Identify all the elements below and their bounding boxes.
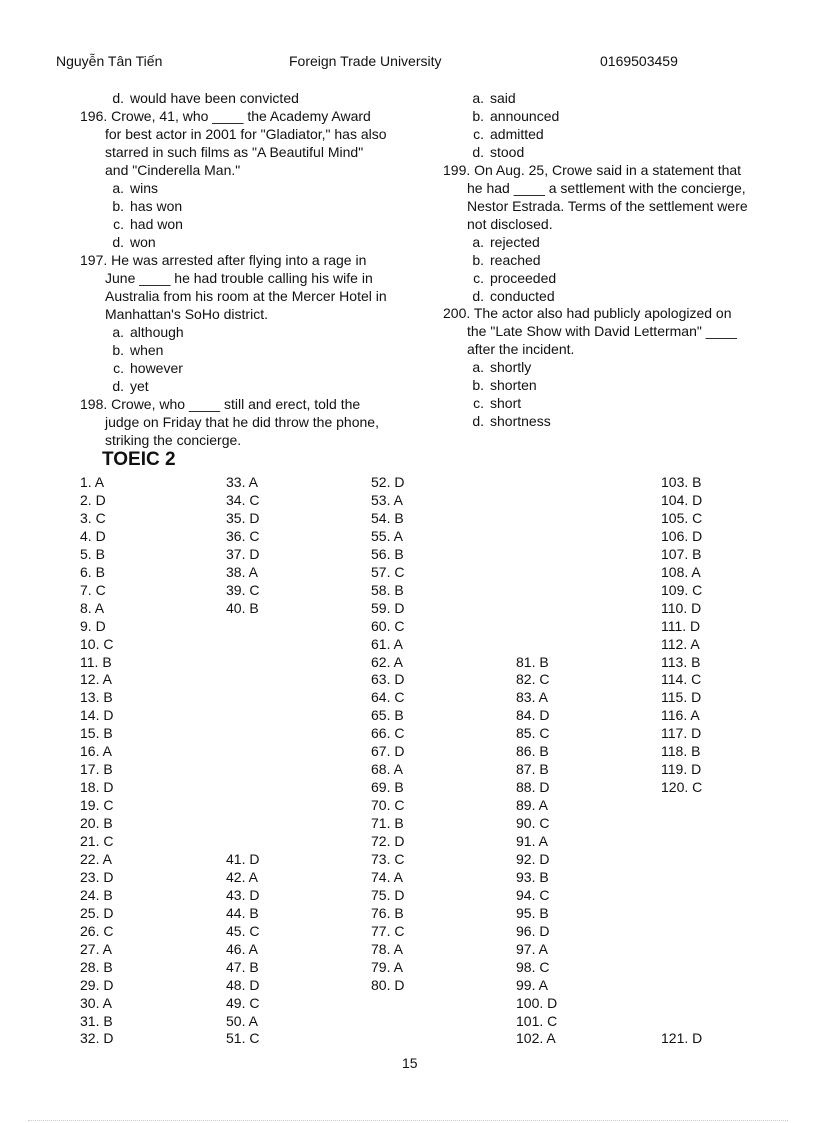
answer-key-item: 82. C xyxy=(516,671,550,688)
answer-key-item: 52. D xyxy=(371,474,405,490)
answer-key-item: 48. D xyxy=(226,976,260,993)
option-letter: a. xyxy=(472,359,484,375)
answer-option xyxy=(104,197,182,215)
answer-key-item: 98. C xyxy=(516,958,550,975)
answer-key-item: 91. A xyxy=(516,833,548,849)
question-stem-line: 200. The actor also had publicly apologized on xyxy=(443,305,732,321)
answer-key-item: 64. C xyxy=(371,689,405,706)
option-text: conducted xyxy=(490,288,555,304)
answer-key-item: 32. D xyxy=(80,1030,114,1047)
answer-key-item: 103. B xyxy=(661,474,702,490)
answer-key-item: 58. B xyxy=(371,581,404,598)
header-author: Nguyễn Tân Tiến xyxy=(56,53,163,69)
option-text: wins xyxy=(130,180,159,196)
question-stem-line: and "Cinderella Man." xyxy=(105,162,241,178)
answer-key-item: 102. A xyxy=(516,1030,556,1047)
option-text: announced xyxy=(490,108,560,124)
question-stem-line: he had ____ a settlement with the concierge, xyxy=(467,180,746,196)
answer-key-item: 53. A xyxy=(371,491,403,508)
option-letter: c. xyxy=(473,395,484,411)
answer-option xyxy=(464,412,551,430)
answer-key-item: 28. B xyxy=(80,958,113,975)
option-letter: b. xyxy=(472,108,484,124)
question-stem-line: 196. Crowe, 41, who ____ the Academy Award xyxy=(80,108,371,124)
answer-option xyxy=(464,376,537,394)
option-letter: d. xyxy=(472,413,484,429)
answer-key-item: 87. B xyxy=(516,761,549,778)
question-stem-line: Nestor Estrada. Terms of the settlement were xyxy=(467,198,748,214)
answer-key-item: 22. A xyxy=(80,850,112,867)
answer-key-item: 36. C xyxy=(226,527,260,544)
answer-key-item: 16. A xyxy=(80,743,112,760)
answer-option xyxy=(104,215,183,233)
answer-key-item: 101. C xyxy=(516,1012,558,1029)
header-phone: 0169503459 xyxy=(600,53,678,69)
answer-key-item: 17. B xyxy=(80,761,113,778)
question-stem-line: starred in such films as "A Beautiful Mind" xyxy=(105,144,364,160)
answer-key-item: 2. D xyxy=(80,491,106,508)
answer-option xyxy=(104,377,149,395)
option-letter: a. xyxy=(112,324,124,340)
option-text: shortness xyxy=(490,413,551,429)
q195-option-d xyxy=(104,89,299,107)
answer-key-item: 45. C xyxy=(226,922,260,939)
answer-key-item: 70. C xyxy=(371,797,405,814)
answer-key-item: 67. D xyxy=(371,743,405,760)
option-letter: b. xyxy=(472,252,484,268)
answer-key-item: 94. C xyxy=(516,886,550,903)
option-letter: c. xyxy=(113,360,124,376)
answer-key-item: 35. D xyxy=(226,509,260,526)
answer-key-item: 112. A xyxy=(661,635,700,652)
answer-key-item: 24. B xyxy=(80,886,113,903)
answer-key-item: 44. B xyxy=(226,904,259,921)
answer-option xyxy=(104,179,158,197)
answer-key-item: 113. B xyxy=(661,653,701,670)
answer-key-item: 27. A xyxy=(80,940,112,957)
answer-key-item: 109. C xyxy=(661,581,703,598)
answer-key-item: 77. C xyxy=(371,922,405,939)
answer-key-item: 3. C xyxy=(80,509,106,526)
answer-option xyxy=(104,341,163,359)
answer-key-item: 93. B xyxy=(516,868,549,885)
answer-key-item: 62. A xyxy=(371,653,403,670)
answer-option xyxy=(104,323,184,341)
answer-key-item: 1. A xyxy=(80,474,105,490)
answer-key-item: 66. C xyxy=(371,725,405,742)
answer-key-item: 11. B xyxy=(80,653,112,670)
answer-key-item: 100. D xyxy=(516,994,558,1011)
option-letter: c. xyxy=(113,216,124,232)
answer-key-item: 19. C xyxy=(80,797,114,814)
answer-key-item: 89. A xyxy=(516,797,548,814)
option-letter: d. xyxy=(112,378,124,394)
answer-key-item: 10. C xyxy=(80,635,114,652)
question-stem-line: not disclosed. xyxy=(467,216,553,232)
answer-key-item: 85. C xyxy=(516,725,550,742)
answer-key-item: 63. D xyxy=(371,671,405,688)
answer-key-item: 74. A xyxy=(371,868,403,885)
question-stem-line: 199. On Aug. 25, Crowe said in a statement that xyxy=(443,162,742,178)
answer-key-item: 20. B xyxy=(80,815,113,832)
answer-key-item: 118. B xyxy=(661,743,701,760)
answer-option xyxy=(464,358,531,376)
answer-key-item: 114. C xyxy=(661,671,702,688)
option-text: when xyxy=(130,342,164,358)
answer-key-item: 69. B xyxy=(371,779,404,796)
question-stem-line: Manhattan's SoHo district. xyxy=(105,306,268,322)
answer-key-item: 92. D xyxy=(516,850,550,867)
answer-key-item: 68. A xyxy=(371,761,403,778)
answer-key-item: 117. D xyxy=(661,725,702,742)
answer-key-item: 84. D xyxy=(516,707,550,724)
answer-key-item: 30. A xyxy=(80,994,112,1011)
option-letter: d. xyxy=(472,144,484,160)
answer-key-item: 95. B xyxy=(516,904,549,921)
answer-key-item: 46. A xyxy=(226,940,258,957)
answer-key-item: 107. B xyxy=(661,545,702,562)
page-number: 15 xyxy=(402,1055,418,1071)
answer-key-item: 115. D xyxy=(661,689,702,706)
option-text: stood xyxy=(490,144,525,160)
answer-key-item: 73. C xyxy=(371,850,405,867)
answer-key-item: 54. B xyxy=(371,509,404,526)
header-school: Foreign Trade University xyxy=(289,53,442,69)
option-letter: b. xyxy=(112,198,124,214)
answer-key-item: 120. C xyxy=(661,779,703,796)
answer-key-item: 43. D xyxy=(226,886,260,903)
answer-key-item: 31. B xyxy=(80,1012,113,1029)
option-letter: d. xyxy=(112,234,124,250)
answer-key-item: 25. D xyxy=(80,904,114,921)
answer-key-item: 6. B xyxy=(80,563,105,580)
answer-key-item: 75. D xyxy=(371,886,405,903)
answer-key-item: 51. C xyxy=(226,1030,260,1047)
answer-key-item: 49. C xyxy=(226,994,260,1011)
option-text: won xyxy=(130,234,156,250)
question-stem-line: 197. He was arrested after flying into a rage in xyxy=(80,252,367,268)
answer-key-item: 80. D xyxy=(371,976,405,993)
answer-option xyxy=(464,143,524,161)
section-title: TOEIC 2 xyxy=(102,449,176,470)
answer-key-item: 12. A xyxy=(80,671,112,688)
option-text: had won xyxy=(130,216,183,232)
option-text: has won xyxy=(130,198,183,214)
answer-key-item: 39. C xyxy=(226,581,260,598)
answer-key-item: 50. A xyxy=(226,1012,258,1029)
answer-option xyxy=(464,251,541,269)
option-text: rejected xyxy=(490,234,540,250)
answer-key-item: 106. D xyxy=(661,527,703,544)
answer-key-item: 5. B xyxy=(80,545,105,562)
question-stem-line: 198. Crowe, who ____ still and erect, told the xyxy=(80,396,361,412)
option-text: yet xyxy=(130,378,149,394)
answer-key-item: 9. D xyxy=(80,617,106,634)
answer-key-item: 15. B xyxy=(80,725,113,742)
answer-key-item: 111. D xyxy=(661,617,701,634)
option-letter: b. xyxy=(472,377,484,393)
question-stem-line: Australia from his room at the Mercer Hotel in xyxy=(105,288,387,304)
answer-key-item: 72. D xyxy=(371,833,405,849)
question-stem-line: judge on Friday that he did throw the phone, xyxy=(105,414,379,430)
answer-key-item: 18. D xyxy=(80,779,114,796)
answer-key-item: 86. B xyxy=(516,743,549,760)
answer-option xyxy=(104,233,156,251)
answer-key-item: 83. A xyxy=(516,689,548,706)
option-letter: d. xyxy=(472,288,484,304)
answer-key-item: 4. D xyxy=(80,527,106,544)
answer-key-item: 116. A xyxy=(661,707,700,724)
option-letter: b. xyxy=(112,342,124,358)
answer-key-item: 88. D xyxy=(516,779,550,796)
answer-key-item: 40. B xyxy=(226,599,259,616)
answer-key-item: 78. A xyxy=(371,940,403,957)
answer-key-item: 56. B xyxy=(371,545,404,562)
answer-key-item: 60. C xyxy=(371,617,405,634)
question-stem-line: June ____ he had trouble calling his wife in xyxy=(105,270,373,286)
answer-key-item: 47. B xyxy=(226,958,259,975)
answer-key-item: 110. D xyxy=(661,599,702,616)
answer-key-item: 76. B xyxy=(371,904,404,921)
option-letter: a. xyxy=(112,180,124,196)
answer-option xyxy=(464,89,516,107)
option-text: proceeded xyxy=(490,270,557,286)
answer-key-item: 38. A xyxy=(226,563,258,580)
answer-key-item: 96. D xyxy=(516,922,550,939)
answer-key-item: 81. B xyxy=(516,653,549,670)
answer-key-item: 61. A xyxy=(371,635,403,652)
answer-option xyxy=(464,107,559,125)
option-text: shortly xyxy=(490,359,532,375)
answer-key-item: 8. A xyxy=(80,599,105,616)
answer-key-item: 34. C xyxy=(226,491,260,508)
option-text: short xyxy=(490,395,522,411)
option-text: reached xyxy=(490,252,541,268)
answer-key-item: 29. D xyxy=(80,976,114,993)
option-text: admitted xyxy=(490,126,544,142)
answer-key-item: 121. D xyxy=(661,1030,703,1047)
answer-key-item: 79. A xyxy=(371,958,403,975)
answer-option xyxy=(464,287,555,305)
answer-key-item: 65. B xyxy=(371,707,404,724)
answer-option xyxy=(104,359,183,377)
answer-key-item: 37. D xyxy=(226,545,260,562)
answer-key-item: 23. D xyxy=(80,868,114,885)
answer-key-item: 13. B xyxy=(80,689,113,706)
question-stem-line: for best actor in 2001 for "Gladiator," has also xyxy=(105,126,387,142)
option-text: said xyxy=(490,90,516,106)
answer-key-item: 99. A xyxy=(516,976,548,993)
option-text: would have been convicted xyxy=(130,90,299,106)
footer-divider xyxy=(28,1120,788,1121)
answer-key-item: 105. C xyxy=(661,509,703,526)
answer-key-item: 119. D xyxy=(661,761,702,778)
answer-option xyxy=(464,269,556,287)
answer-key-item: 33. A xyxy=(226,474,258,490)
option-letter: c. xyxy=(473,126,484,142)
answer-key-item: 90. C xyxy=(516,815,550,832)
option-letter: c. xyxy=(473,270,484,286)
option-letter: a. xyxy=(472,234,484,250)
answer-key-item: 42. A xyxy=(226,868,258,885)
option-letter: a. xyxy=(472,90,484,106)
answer-option xyxy=(464,233,540,251)
answer-key-item: 104. D xyxy=(661,491,703,508)
answer-key-item: 97. A xyxy=(516,940,548,957)
option-letter: d. xyxy=(112,90,124,106)
answer-option xyxy=(464,394,521,412)
answer-key-item: 71. B xyxy=(371,815,404,832)
answer-key-item: 57. C xyxy=(371,563,405,580)
answer-key-item: 59. D xyxy=(371,599,405,616)
option-text: although xyxy=(130,324,184,340)
answer-option xyxy=(464,125,544,143)
answer-key-item: 26. C xyxy=(80,922,114,939)
option-text: shorten xyxy=(490,377,537,393)
answer-key-item: 7. C xyxy=(80,581,106,598)
answer-key-item: 55. A xyxy=(371,527,403,544)
question-stem-line: striking the concierge. xyxy=(105,432,242,448)
answer-key-item: 21. C xyxy=(80,833,114,849)
question-stem-line: the "Late Show with David Letterman" ____ xyxy=(467,323,737,339)
answer-key-item: 14. D xyxy=(80,707,114,724)
answer-key-item: 41. D xyxy=(226,850,260,867)
answer-key-item: 108. A xyxy=(661,563,701,580)
option-text: however xyxy=(130,360,183,376)
question-stem-line: after the incident. xyxy=(467,341,575,357)
